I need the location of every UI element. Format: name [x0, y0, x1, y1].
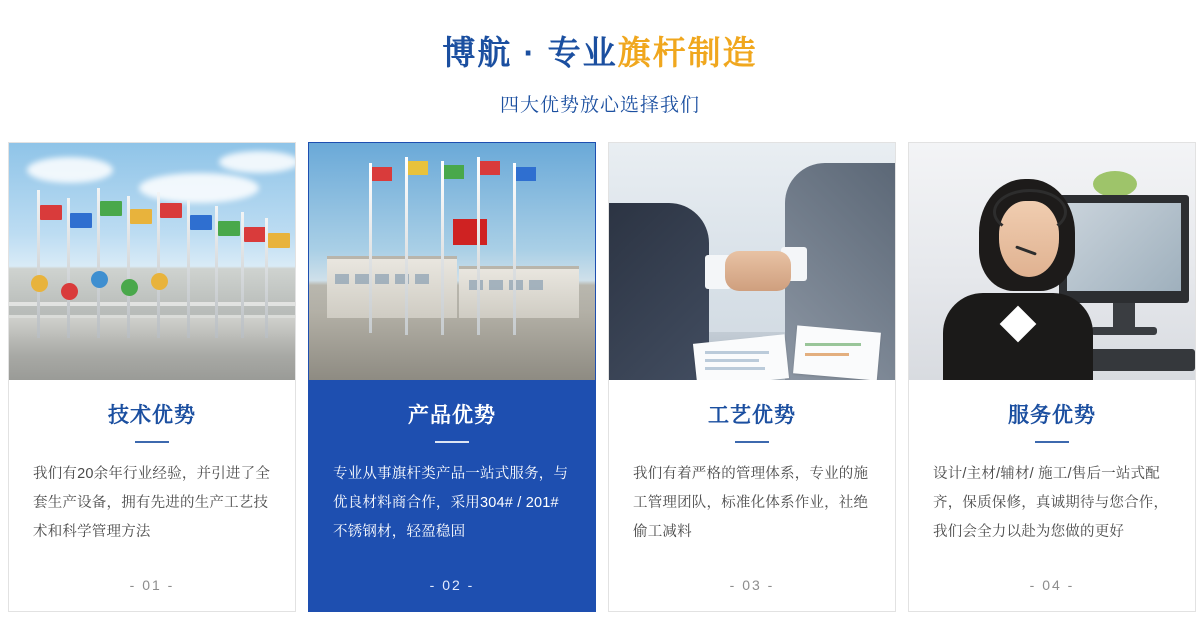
title-divider	[435, 441, 469, 443]
card-3-title: 工艺优势	[708, 404, 796, 427]
card-1-description: 我们有20余年行业经验，并引进了全套生产设备，拥有先进的生产工艺技术和科学管理方法	[33, 466, 271, 540]
title-divider	[135, 441, 169, 443]
card-4-description: 设计/主材/辅材/ 施工/售后一站式配齐，保质保修，真诚期待与您合作，我们会全力以赴为您做的更好	[933, 466, 1169, 540]
title-divider	[1035, 441, 1069, 443]
title-prefix: 博航 · 专业	[442, 34, 618, 71]
page-subtitle: 四大优势放心选择我们	[499, 95, 700, 116]
customer-service-photo	[909, 143, 1195, 380]
advantage-card-3[interactable]	[608, 142, 896, 612]
advantage-card-list	[8, 142, 1196, 612]
handshake-photo	[609, 143, 895, 380]
title-divider	[735, 441, 769, 443]
card-3-description: 我们有着严格的管理体系，专业的施工管理团队，标准化体系作业，社绝偷工减料	[633, 466, 869, 540]
page-title	[0, 30, 1200, 76]
card-2-title: 产品优势	[408, 404, 496, 427]
advantage-card-2[interactable]	[308, 142, 596, 612]
section-header	[0, 0, 1200, 120]
title-suffix: 旗杆制造	[617, 34, 758, 71]
card-4-number: - 04 -	[1029, 577, 1075, 593]
flag-plaza-photo	[9, 143, 295, 380]
card-1-title: 技术优势	[108, 404, 196, 427]
advantage-card-1[interactable]	[8, 142, 296, 612]
factory-flags-photo	[309, 143, 595, 380]
card-2-number: - 02 -	[429, 577, 475, 593]
card-1-number: - 01 -	[129, 577, 175, 593]
card-4-title: 服务优势	[1008, 404, 1096, 427]
advantage-card-4[interactable]	[908, 142, 1196, 612]
card-3-number: - 03 -	[729, 577, 775, 593]
card-2-description: 专业从事旗杆类产品一站式服务，与优良材料商合作，采用304# / 201#不锈钢材，轻盈稳固	[333, 466, 569, 540]
